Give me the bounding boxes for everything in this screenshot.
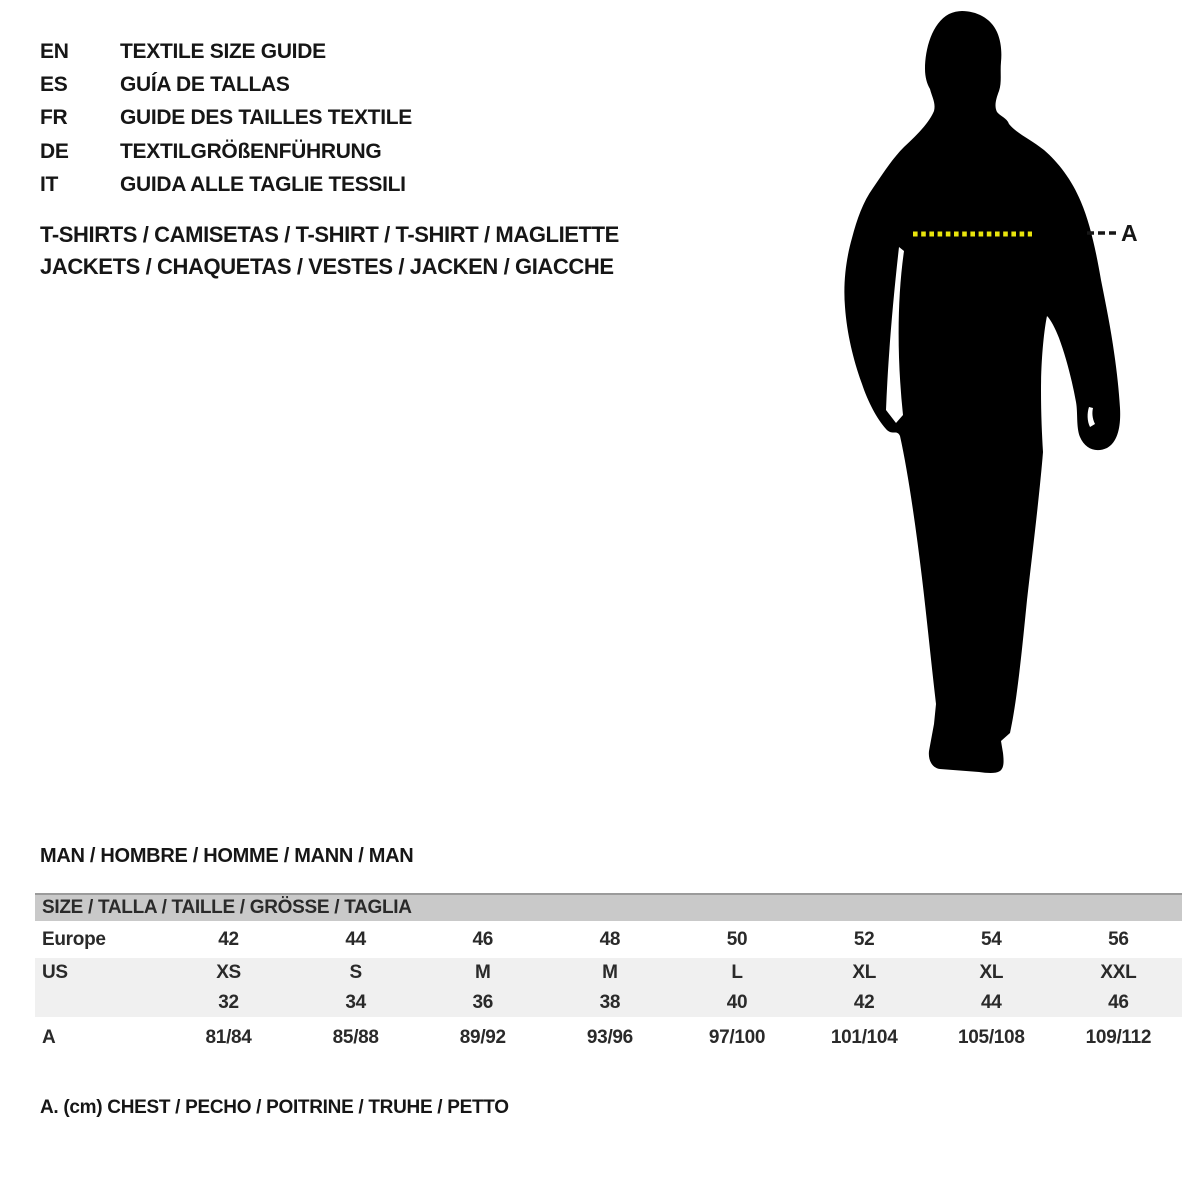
table-cell: 48: [599, 928, 621, 950]
language-code: IT: [40, 173, 59, 197]
table-cell: 40: [726, 991, 748, 1013]
table-cell: L: [731, 962, 743, 983]
language-row: [40, 68, 412, 101]
man-silhouette: [844, 11, 1120, 773]
language-code: FR: [40, 106, 68, 130]
table-cell: 50: [726, 928, 748, 950]
table-cell: 52: [853, 928, 875, 950]
table-cell: 85/88: [332, 1026, 379, 1048]
table-cell: 109/112: [1085, 1026, 1152, 1048]
table-cell: 54: [981, 928, 1002, 950]
table-row-europe: [35, 921, 1182, 958]
language-title: TEXTILGRÖßENFÜHRUNG: [120, 139, 382, 163]
table-cell: 81/84: [205, 1026, 252, 1048]
table-cell: 56: [1108, 928, 1129, 950]
table-cell: 97/100: [708, 1026, 766, 1048]
language-code: ES: [40, 73, 68, 97]
category-line-jackets: JACKETS / CHAQUETAS / VESTES / JACKEN / GIACCHE: [40, 254, 614, 279]
language-title-list: [40, 35, 412, 202]
size-table: [35, 893, 1182, 1058]
language-row: [40, 169, 412, 202]
section-title-man: MAN / HOMBRE / HOMME / MANN / MAN: [40, 845, 414, 867]
table-cell: 42: [853, 991, 875, 1013]
table-cell: XXL: [1100, 962, 1137, 983]
category-line-tshirts: T-SHIRTS / CAMISETAS / T-SHIRT / T-SHIRT / MAGLIETTE: [40, 222, 619, 247]
table-cell: S: [349, 962, 362, 983]
table-cell: 44: [981, 991, 1002, 1013]
man-silhouette-figure: [820, 0, 1160, 790]
table-cell: M: [475, 962, 491, 983]
table-cell: M: [602, 962, 618, 983]
language-title: GUIDE DES TAILLES TEXTILE: [120, 106, 412, 130]
table-cell: XL: [852, 962, 877, 983]
row-label: Europe: [42, 928, 106, 950]
table-cell: 46: [472, 928, 494, 950]
language-code: EN: [40, 39, 69, 63]
table-cell: XS: [216, 962, 241, 983]
table-cell: 32: [218, 991, 239, 1013]
size-table-header: SIZE / TALLA / TAILLE / GRÖSSE / TAGLIA: [35, 893, 1182, 921]
table-cell: 34: [345, 991, 366, 1013]
measurement-footnote: A. (cm) CHEST / PECHO / POITRINE / TRUHE / PETTO: [40, 1097, 509, 1118]
language-code: DE: [40, 139, 69, 163]
row-label: US: [42, 962, 68, 983]
language-title: TEXTILE SIZE GUIDE: [120, 39, 326, 63]
measurement-label-a: A: [1121, 220, 1138, 246]
table-cell: 36: [472, 991, 494, 1013]
language-row: [40, 135, 412, 168]
table-cell: 89/92: [459, 1026, 506, 1048]
row-label: A: [42, 1026, 56, 1048]
table-cell: 101/104: [830, 1026, 898, 1048]
table-cell: 42: [218, 928, 239, 950]
table-cell: 93/96: [586, 1026, 633, 1048]
table-row-numeric: [35, 988, 1182, 1017]
language-title: GUÍA DE TALLAS: [120, 73, 290, 97]
table-cell: 46: [1108, 991, 1129, 1013]
table-cell: 38: [599, 991, 621, 1013]
table-cell: 105/108: [958, 1026, 1025, 1048]
language-title: GUIDA ALLE TAGLIE TESSILI: [120, 173, 406, 197]
table-row-chest: [35, 1017, 1182, 1058]
language-row: [40, 102, 412, 135]
table-row-us: [35, 958, 1182, 988]
garment-categories: [40, 219, 619, 283]
table-cell: 44: [345, 928, 366, 950]
language-row: [40, 35, 412, 68]
table-cell: XL: [979, 962, 1004, 983]
